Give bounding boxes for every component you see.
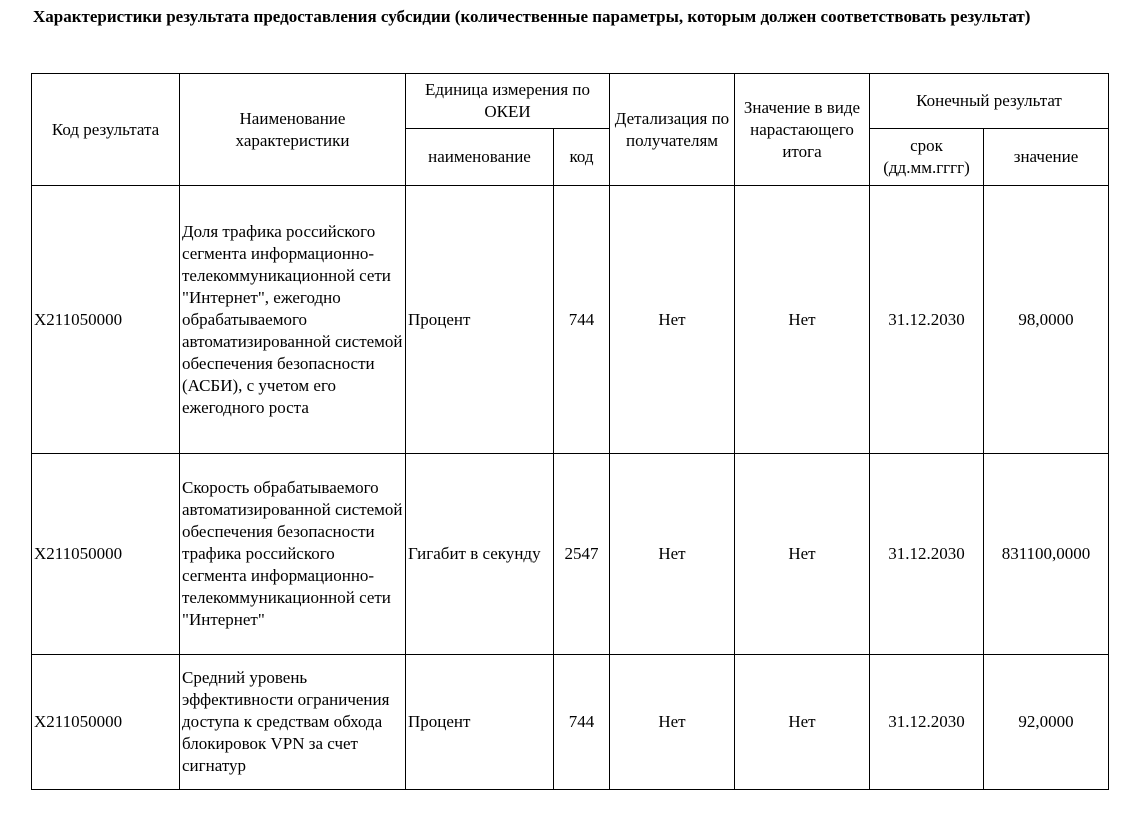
header-unit-code: код [554, 129, 610, 186]
results-table [31, 73, 1109, 790]
header-unit-group: Единица измерения по ОКЕИ [406, 74, 610, 129]
header-name: Наименование характеристики [180, 74, 406, 186]
header-final-date: срок (дд.мм.гггг) [870, 129, 984, 186]
row-unit-code: 744 [554, 186, 610, 454]
row-cumulative: Нет [735, 186, 870, 454]
header-cumulative: Значение в виде нарастающего итога [735, 74, 870, 186]
row-date: 31.12.2030 [870, 454, 984, 655]
row-detail: Нет [610, 655, 735, 790]
header-final-value: значение [984, 129, 1109, 186]
table-row [32, 655, 1109, 790]
header-final-group: Конечный результат [870, 74, 1109, 129]
row-unit-name: Гигабит в секунду [406, 454, 554, 655]
row-unit-code: 2547 [554, 454, 610, 655]
row-unit-name: Процент [406, 186, 554, 454]
row-code: Х211050000 [32, 454, 180, 655]
row-date: 31.12.2030 [870, 655, 984, 790]
table-row [32, 186, 1109, 454]
row-value: 92,0000 [984, 655, 1109, 790]
table-row [32, 454, 1109, 655]
header-row-1 [32, 74, 1109, 129]
row-unit-name: Процент [406, 655, 554, 790]
header-unit-name: наименование [406, 129, 554, 186]
row-unit-code: 744 [554, 655, 610, 790]
row-name: Доля трафика российского сегмента информационно-телекоммуникационной сети "Интернет", ежегодно обрабатываемого автоматизированной системой обеспечения безопасности (АСБИ), с учетом его ежегодного роста [180, 186, 406, 454]
row-cumulative: Нет [735, 454, 870, 655]
row-detail: Нет [610, 454, 735, 655]
row-code: Х211050000 [32, 655, 180, 790]
document-title: Характеристики результата предоставления субсидии (количественные параметры, которым должен соответствовать результат) [33, 7, 1031, 26]
header-detail: Детализация по получателям [610, 74, 735, 186]
header-code: Код результата [32, 74, 180, 186]
row-date: 31.12.2030 [870, 186, 984, 454]
row-cumulative: Нет [735, 655, 870, 790]
row-code: Х211050000 [32, 186, 180, 454]
row-detail: Нет [610, 186, 735, 454]
row-name: Средний уровень эффективности ограничения доступа к средствам обхода блокировок VPN за счет сигнатур [180, 655, 406, 790]
row-value: 98,0000 [984, 186, 1109, 454]
row-name: Скорость обрабатываемого автоматизированной системой обеспечения безопасности трафика российского сегмента информационно-телекоммуникационной сети "Интернет" [180, 454, 406, 655]
row-value: 831100,0000 [984, 454, 1109, 655]
